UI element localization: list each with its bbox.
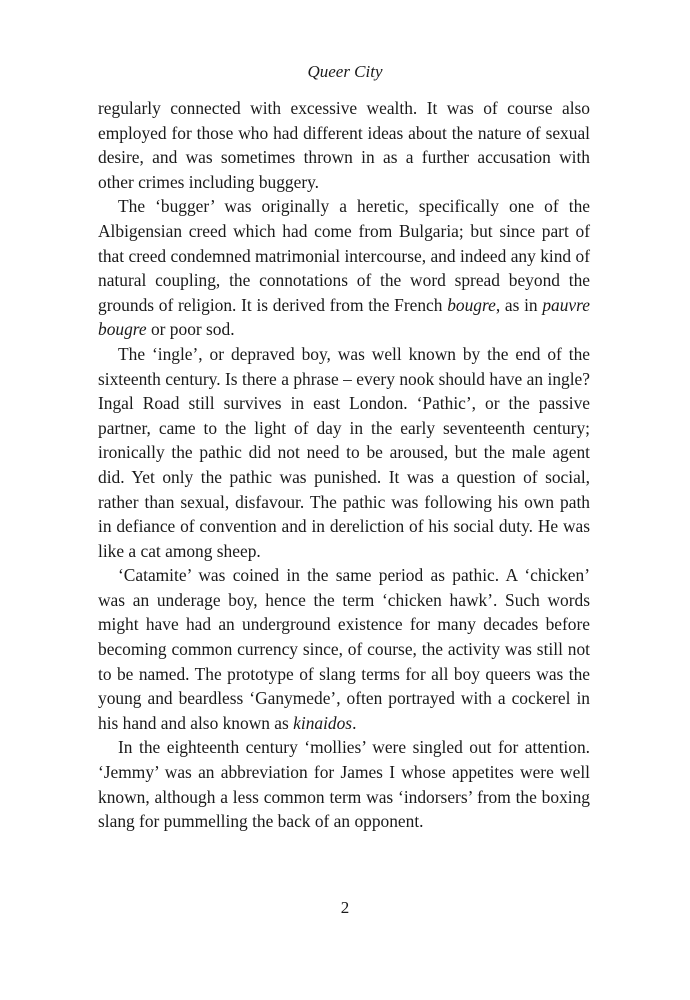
paragraph-4-segment-1: ‘Catamite’ was coined in the same period as pathic. A ‘chicken’ was an underage boy, hence the term ‘chicken hawk’. Such words might have had an underground existence for many decades before becoming common currency since, of course, the activity was still not to be named. The prototype of slang terms for all boy queers was the young and beardless ‘Ganymede’, often portrayed with a cockerel in his hand and also known as — [98, 565, 590, 733]
paragraph-3 — [98, 342, 590, 563]
paragraph-4-segment-2: kinaidos — [293, 712, 353, 733]
paragraph-2-segment-5: or poor sod. — [146, 319, 235, 340]
page-number: 2 — [340, 898, 350, 917]
paragraph-5-segment-1: In the eighteenth century ‘mollies’ were singled out for attention. ‘Jemmy’ was an abbreviation for James I whose appetites were well known, although a less common term was ‘indorsers’ from the boxing slang for pummelling the back of an opponent. — [98, 737, 590, 832]
running-head: Queer City — [307, 62, 383, 81]
paragraph-4 — [98, 563, 590, 735]
paragraph-3-segment-1: The ‘ingle’, or depraved boy, was well known by the end of the sixteenth century. Is there a phrase – every nook should have an ingle? Ingal Road still survives in east London. ‘Pathic’, or the passive partner, came to the light of day in the early seventeenth century; ironically the pathic did not need to be aroused, but the male agent did. Yet only the pathic was punished. It was a question of social, rather than sexual, disfavour. The pathic was following his own path in defiance of convention and in dereliction of his social duty. He was like a cat among sheep. — [98, 343, 590, 561]
paragraph-2-segment-1: The ‘bugger’ was originally a heretic, specifically one of the Albigensian creed which had come from Bulgaria; but since part of that creed condemned matrimonial intercourse, and indeed any kind of natural coupling, the connotations of the word spread beyond the grounds of religion. It is derived from the French — [98, 196, 590, 315]
paragraph-2 — [98, 194, 590, 342]
paragraph-5 — [98, 735, 590, 833]
body-text — [98, 96, 590, 834]
paragraph-1 — [98, 96, 590, 194]
paragraph-4-segment-3: . — [352, 712, 357, 733]
paragraph-2-segment-4: pauvre bougre — [98, 294, 590, 340]
paragraph-2-segment-3: , as in — [495, 294, 543, 315]
paragraph-2-segment-2: bougre — [447, 294, 496, 315]
paragraph-1-segment-1: regularly connected with excessive wealth. It was of course also employed for those who had different ideas about the nature of sexual desire, and was sometimes thrown in as a further accusation with other crimes including buggery. — [98, 98, 590, 192]
